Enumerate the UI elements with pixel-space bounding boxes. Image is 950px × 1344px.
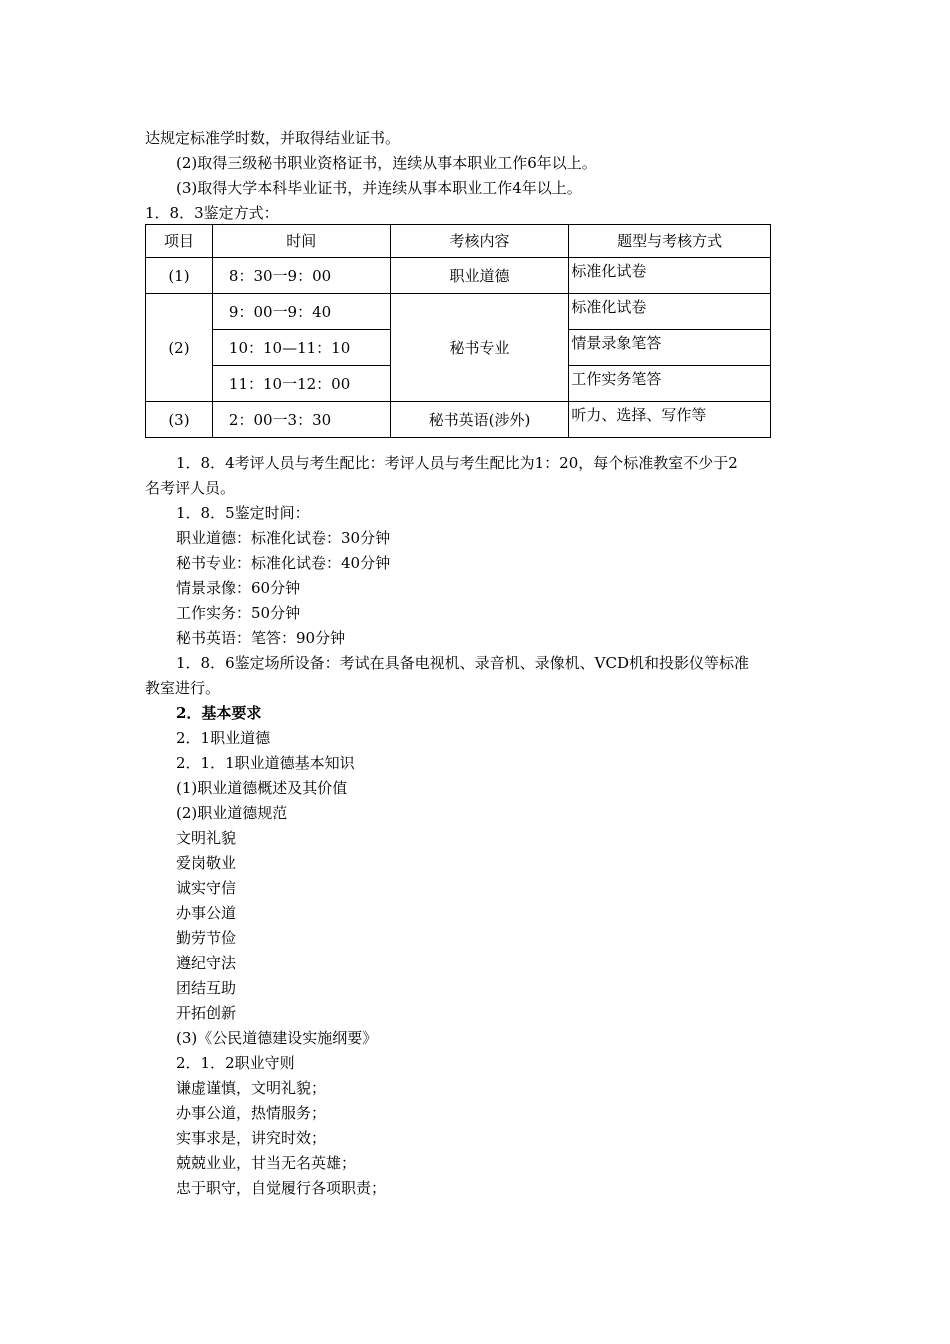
list-item: (3)《公民道德建设实施纲要》 (176, 1029, 378, 1047)
cell-method: 工作实务笔答 (569, 366, 771, 402)
list-item: 忠于职守，自觉履行各项职责； (176, 1179, 387, 1197)
list-item: 兢兢业业，甘当无名英雄； (176, 1154, 357, 1172)
cell-time: 8：30一9：00 (212, 258, 390, 294)
cell-item: (1) (146, 258, 213, 294)
list-item: 爱岗敬业 (176, 854, 237, 872)
cell-content: 秘书英语(涉外) (390, 402, 569, 438)
heading-1-8-5: 1．8．5鉴定时间： (176, 504, 310, 522)
cell-time: 9：00一9：40 (212, 294, 390, 330)
cell-method: 标准化试卷 (569, 294, 771, 330)
table-row (146, 294, 771, 330)
paragraph-1-8-6: 1．8．6鉴定场所设备：考试在具备电视机、录音机、录像机、VCD机和投影仪等标准 (176, 654, 749, 672)
list-item: 文明礼貌 (176, 829, 237, 847)
heading-basic-requirements: 2．基本要求 (176, 704, 262, 722)
table-row (146, 402, 771, 438)
cell-time: 10：10—11：10 (212, 330, 390, 366)
header-time: 时间 (212, 225, 390, 258)
heading-2-1-1: 2．1．1职业道德基本知识 (176, 754, 355, 772)
time-item: 秘书专业：标准化试卷：40分钟 (176, 554, 391, 572)
list-item: 办事公道，热情服务； (176, 1104, 327, 1122)
cell-method: 标准化试卷 (569, 258, 771, 294)
header-content: 考核内容 (390, 225, 569, 258)
time-item: 工作实务：50分钟 (176, 604, 301, 622)
cell-content: 职业道德 (390, 258, 569, 294)
header-method: 题型与考核方式 (569, 225, 771, 258)
cell-item: (2) (146, 294, 213, 402)
list-item: 诚实守信 (176, 879, 237, 897)
list-item: 实事求是，讲究时效； (176, 1129, 327, 1147)
intro-line-1: 达规定标准学时数，并取得结业证书。 (145, 129, 401, 147)
intro-line-3: (3)取得大学本科毕业证书，并连续从事本职业工作4年以上。 (176, 179, 582, 197)
list-item: 勤劳节俭 (176, 929, 237, 947)
time-item: 职业道德：标准化试卷：30分钟 (176, 529, 391, 547)
paragraph-1-8-4: 1．8．4考评人员与考生配比：考评人员与考生配比为1：20，每个标准教室不少于2 (176, 454, 738, 472)
paragraph-1-8-6-cont: 教室进行。 (145, 679, 221, 697)
time-item: 秘书英语：笔答：90分钟 (176, 629, 346, 647)
section-heading-1-8-3: 1．8．3鉴定方式： (145, 204, 279, 222)
list-item: 开拓创新 (176, 1004, 237, 1022)
cell-time: 2：00一3：30 (212, 402, 390, 438)
table-header-row (146, 225, 771, 258)
intro-line-2: (2)取得三级秘书职业资格证书，连续从事本职业工作6年以上。 (176, 154, 597, 172)
cell-content: 秘书专业 (390, 294, 569, 402)
heading-2-1: 2．1职业道德 (176, 729, 271, 747)
list-item: 团结互助 (176, 979, 237, 997)
cell-item: (3) (146, 402, 213, 438)
table-row (146, 258, 771, 294)
list-item: 办事公道 (176, 904, 237, 922)
time-item: 情景录像：60分钟 (176, 579, 301, 597)
list-item: 谦虚谨慎，文明礼貌； (176, 1079, 327, 1097)
cell-method: 听力、选择、写作等 (569, 402, 771, 438)
exam-schedule-table (145, 224, 771, 438)
cell-time: 11：10一12：00 (212, 366, 390, 402)
list-item: 遵纪守法 (176, 954, 237, 972)
cell-method: 情景录象笔答 (569, 330, 771, 366)
list-item: (2)职业道德规范 (176, 804, 288, 822)
list-item: (1)职业道德概述及其价值 (176, 779, 348, 797)
heading-2-1-2: 2．1．2职业守则 (176, 1054, 295, 1072)
paragraph-1-8-4-cont: 名考评人员。 (145, 479, 236, 497)
header-item: 项目 (146, 225, 213, 258)
